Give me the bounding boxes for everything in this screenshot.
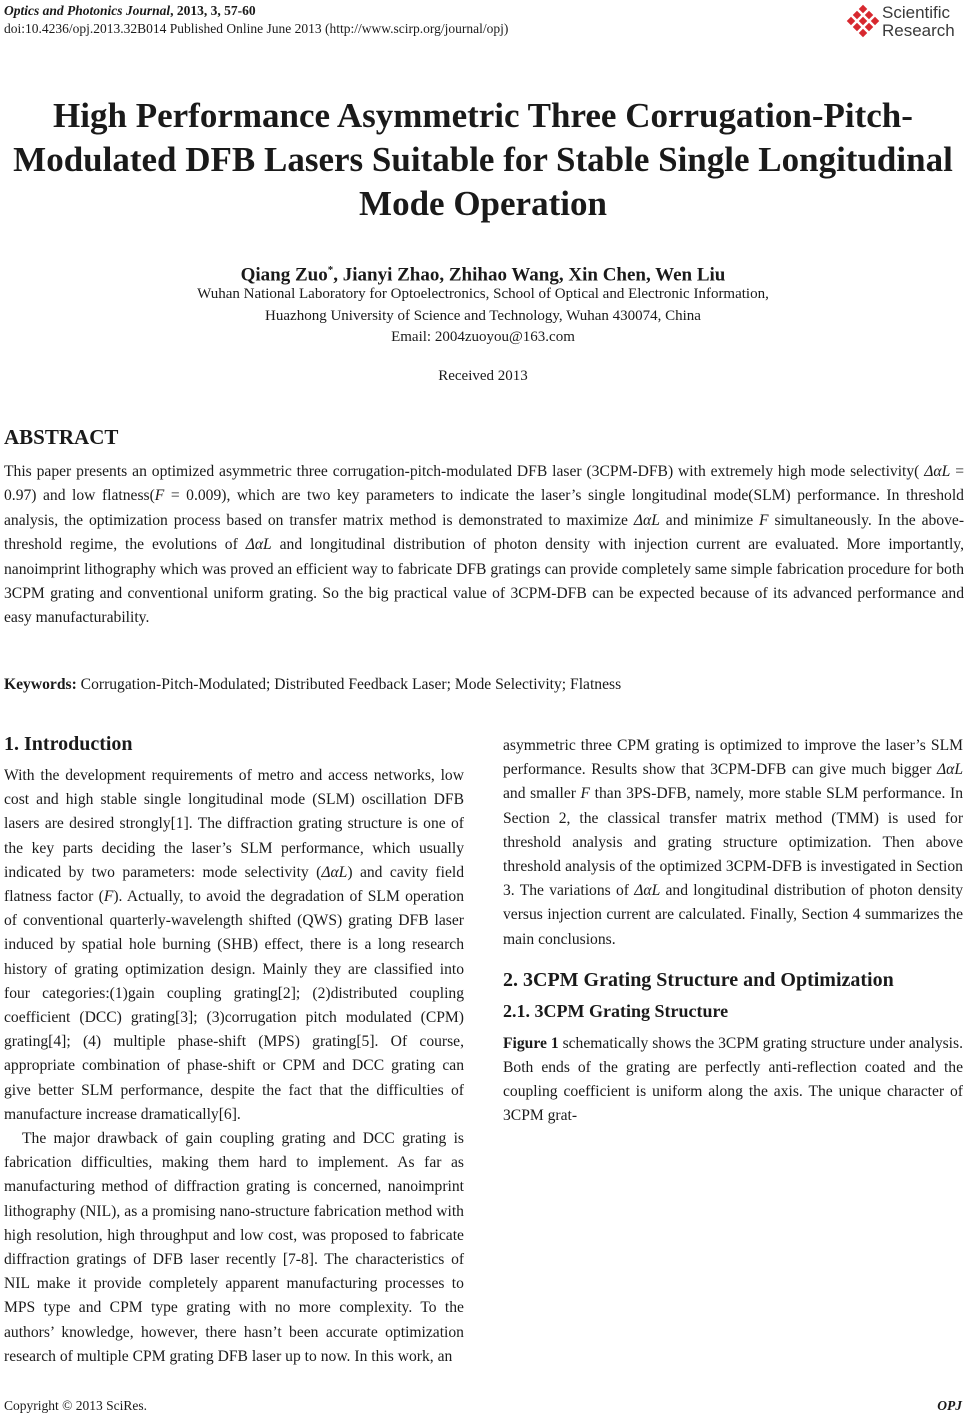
right-column xyxy=(503,734,963,1129)
body-word: three xyxy=(580,737,612,754)
flatness-symbol: F xyxy=(580,785,591,803)
body-word: The xyxy=(22,1130,47,1148)
body-word: throughput xyxy=(139,1226,209,1244)
figure-reference: Figure 1 xyxy=(503,1034,559,1052)
body-word: the xyxy=(636,858,656,876)
body-word: is xyxy=(453,1130,464,1148)
mode-selectivity-symbol: ΔαL xyxy=(634,882,661,900)
body-word: fabrication xyxy=(4,1154,72,1172)
body-word: threshold xyxy=(503,858,562,876)
body-word: diffraction xyxy=(173,1178,240,1196)
body-word: high xyxy=(4,1226,32,1244)
body-word: manufacturing xyxy=(286,1275,378,1293)
body-word: optimized xyxy=(719,737,783,754)
body-word: up xyxy=(285,1347,301,1365)
body-word: grating xyxy=(667,833,712,851)
body-word: analysis xyxy=(572,833,623,851)
keywords xyxy=(4,674,964,696)
body-word: a xyxy=(141,1202,149,1220)
body-word: main xyxy=(503,930,535,948)
body-word: longitudinal xyxy=(693,882,769,900)
body-word: knowledge, xyxy=(61,1323,134,1341)
body-text: ). Actually, to avoid the degradation of SLM operation of conventional quarterly-wavelength shifted (QWS) grating DFB laser induced by spatial hole burning (SHB) effect, there is a long research history of grating optimization design. Mainly they are classified into four categories:(1)gain coupling grating[2]; (2)distributed coupling coefficient (DCC) grating[3]; (3)corrugation pitch modulated (CPM) grating[4]; (4) multiple phase-shift (MPS) grating[5]. Of course, appropriate combination of phase-shift or CPM and DCC grating can give better SLM performance, despite the fact that the difficulties of manufacture increase dramatically[6]. xyxy=(4,888,465,1123)
mode-selectivity-symbol: ΔαL xyxy=(245,536,272,554)
body-word: was xyxy=(301,1226,327,1244)
body-word: making xyxy=(161,1154,209,1172)
body-word: matrix xyxy=(725,809,767,827)
body-word: of xyxy=(451,1251,465,1269)
body-word: method xyxy=(385,1202,433,1220)
body-word: type xyxy=(43,1299,71,1317)
affiliation-block xyxy=(0,284,966,349)
body-word: Then xyxy=(882,833,915,851)
body-word: more xyxy=(748,785,781,803)
body-word: 3PS-DFB, xyxy=(626,785,691,803)
body-word: As xyxy=(397,1154,415,1172)
body-word: of xyxy=(59,1347,73,1365)
body-word: grating xyxy=(655,737,700,754)
journal-line xyxy=(4,2,508,20)
section-2-heading: 2. 3CPM Grating Structure and Optimization xyxy=(503,968,894,991)
body-word: lithography xyxy=(4,1202,76,1220)
body-word: To xyxy=(420,1299,437,1317)
body-word: cost, xyxy=(268,1226,298,1244)
body-word: there xyxy=(205,1323,237,1341)
body-word: gain xyxy=(185,1130,213,1148)
body-word: versus xyxy=(503,906,543,924)
body-word: fabricate xyxy=(409,1226,464,1244)
body-word: 3. xyxy=(503,882,515,900)
body-word: analysis xyxy=(565,858,616,876)
body-word: them xyxy=(218,1154,250,1172)
affiliation-line-2: Huazhong University of Science and Technology, Wuhan 430074, China xyxy=(265,307,701,324)
body-word: DFB xyxy=(152,1251,184,1269)
publisher-logo xyxy=(844,2,966,42)
body-word: high xyxy=(107,1226,136,1244)
body-word: to xyxy=(787,737,800,754)
body-word: calculated. xyxy=(678,906,746,924)
body-word: far xyxy=(424,1154,442,1172)
mode-selectivity-symbol: ΔαL xyxy=(936,761,963,779)
body-word: MPS xyxy=(4,1299,36,1317)
body-word: to xyxy=(451,1275,464,1293)
body-word: show xyxy=(642,761,676,779)
body-word: of xyxy=(619,858,633,876)
body-word: structure xyxy=(722,833,778,851)
flatness-symbol: F xyxy=(103,888,114,906)
abstract-text: = 0.97) and low flatness( xyxy=(4,463,964,505)
body-word: the xyxy=(861,737,881,754)
body-word: grating xyxy=(402,1130,447,1148)
body-word: multiple xyxy=(76,1347,129,1365)
body-word: The xyxy=(324,1251,349,1269)
section-2-paragraph xyxy=(503,1032,963,1129)
body-word: (NIL), xyxy=(79,1202,121,1220)
body-word: than xyxy=(594,785,622,803)
mode-selectivity-symbol: ΔαL xyxy=(321,863,348,881)
abstract-text: simultaneously. In the above-threshold regime, the evolutions of xyxy=(4,511,965,554)
corresponding-mark: * xyxy=(327,264,334,276)
body-word: method xyxy=(101,1178,149,1196)
body-word: of xyxy=(133,1251,147,1269)
body-word: this xyxy=(371,1347,394,1365)
body-word: implement. xyxy=(317,1154,389,1172)
body-word: processes xyxy=(384,1275,445,1293)
body-word: photon xyxy=(869,882,913,900)
abstract-text: and minimize xyxy=(665,511,754,529)
mode-selectivity-symbol: ΔαL xyxy=(633,511,660,529)
body-word: authors’ xyxy=(4,1323,54,1341)
abstract-text: = 0.009), which are two key parameters to indicate the laser’s single longitudinal mode(SLM) performance. In threshold analysis, the optimization process based on transfer matrix method is demonstrated to maximize xyxy=(4,487,964,529)
body-word: is xyxy=(296,1178,307,1196)
body-word: gratings xyxy=(76,1251,127,1269)
body-word: make xyxy=(36,1275,71,1293)
mode-selectivity-symbol: ΔαL xyxy=(924,463,951,480)
body-word: fabrication xyxy=(313,1202,382,1220)
body-word: laser’s xyxy=(885,737,926,754)
subsection-2-1-heading: 2.1. 3CPM Grating Structure xyxy=(503,1000,729,1021)
body-text: schematically shows the 3CPM grating structure under analysis. Both ends of the grating are perfectly anti-reflection coated and the coupling coefficient is uniform along the axis. The unique character of 3CPM grat- xyxy=(503,1034,963,1125)
abstract-heading: ABSTRACT xyxy=(4,425,119,449)
journal-abbreviation: OPJ xyxy=(937,1398,962,1413)
body-word: (TMM) xyxy=(831,809,879,827)
body-word: now. xyxy=(320,1347,351,1365)
body-word: and xyxy=(78,1299,102,1317)
body-word: laser xyxy=(251,1347,282,1365)
body-word: namely, xyxy=(695,785,744,803)
body-word: can xyxy=(791,761,814,779)
body-word: much xyxy=(851,761,887,779)
paper-title: High Performance Asymmetric Three Corrugation-Pitch-Modulated DFB Lasers Suitable for Stable Single Longitudinal Mode Operation xyxy=(13,96,953,223)
body-word: recently xyxy=(225,1251,277,1269)
body-word: 3CPM-DFB xyxy=(725,858,803,876)
logo-text-line1: Scientific xyxy=(882,3,951,22)
body-word: to xyxy=(296,1154,309,1172)
body-word: stable xyxy=(785,785,822,803)
body-word: that xyxy=(681,761,705,779)
body-word: summarizes xyxy=(865,906,940,924)
body-text: With the development requirements of metro and access networks, low cost and high stable single longitudinal mode (SLM) oscillation DFB lasers are desired strongly[1]. The diffraction grating structure is one of the key parts deciding the laser’s SLM performance, which usually indicated by two parameters: mode selectivity ( xyxy=(4,767,464,881)
body-word: for xyxy=(944,809,964,827)
body-word: injection xyxy=(547,906,602,924)
body-word: the xyxy=(943,906,964,924)
body-word: performance. xyxy=(862,785,946,803)
body-word: is xyxy=(887,809,899,827)
body-word: apparent xyxy=(225,1275,280,1293)
keywords-text: Corrugation-Pitch-Modulated; Distributed Feedback Laser; Mode Selectivity; Flatness xyxy=(80,676,622,693)
body-word: manufacturing xyxy=(4,1178,95,1196)
body-word: with xyxy=(436,1202,464,1220)
body-word: been xyxy=(289,1323,319,1341)
logo-diamond-icon xyxy=(848,6,878,38)
body-word: give xyxy=(819,761,846,779)
body-word: nanoimprint xyxy=(387,1178,464,1196)
body-word: Results xyxy=(591,761,638,779)
body-word: above xyxy=(925,833,964,851)
body-word: smaller xyxy=(530,785,576,803)
affiliation-line-1: Wuhan National Laboratory for Optoelectronics, School of Optical and Electronic Information, xyxy=(197,286,769,302)
body-word: variations xyxy=(549,882,611,900)
body-word: improve xyxy=(804,737,857,754)
introduction-heading: 1. Introduction xyxy=(4,733,133,755)
body-word: optimization xyxy=(385,1323,464,1341)
intro-paragraph-2-continued xyxy=(503,734,963,952)
journal-name: Optics and Photonics Journal xyxy=(4,3,171,18)
abstract-text: This paper presents an optimized asymmetric three corrugation-pitch-modulated DFB laser (3CPM-DFB) with extremely high mode selectivity( xyxy=(4,463,920,480)
journal-volume: , 2013, 3, 57-60 xyxy=(170,3,256,18)
body-word: diffraction xyxy=(4,1251,70,1269)
intro-paragraph-2 xyxy=(4,1127,464,1369)
copyright-notice: Copyright © 2013 SciRes. xyxy=(4,1398,148,1413)
body-word: hasn’t xyxy=(243,1323,282,1341)
body-word: The xyxy=(519,882,544,900)
body-word: Section xyxy=(801,906,849,924)
body-word: classical xyxy=(607,809,661,827)
logo-text-line2: Research xyxy=(882,21,955,40)
body-word: with xyxy=(238,1299,267,1317)
flatness-symbol: F xyxy=(759,511,769,529)
abstract-body xyxy=(4,460,964,631)
author-email: Email: 2004zuoyou@163.com xyxy=(391,329,575,345)
body-word: laser xyxy=(189,1251,220,1269)
other-authors: , Jianyi Zhao, Zhihao Wang, Xin Chen, Wen Liu xyxy=(333,264,726,286)
body-word: CPM xyxy=(109,1299,143,1317)
body-word: CPM xyxy=(617,737,650,754)
body-word: major xyxy=(53,1130,90,1148)
body-word: of xyxy=(165,1130,179,1148)
body-word: Section xyxy=(916,858,963,876)
running-header xyxy=(4,2,508,38)
body-word: the xyxy=(444,1299,464,1317)
body-word: 2, xyxy=(558,809,571,827)
body-word: hard xyxy=(258,1154,287,1172)
body-word: transfer xyxy=(669,809,717,827)
body-word: performance. xyxy=(503,761,586,779)
body-word: low xyxy=(240,1226,264,1244)
body-word: it xyxy=(77,1275,87,1293)
body-word: grating xyxy=(169,1347,214,1365)
body-word: In xyxy=(950,785,963,803)
body-word: Section xyxy=(503,809,550,827)
body-word: is xyxy=(806,858,817,876)
body-word: and xyxy=(503,785,526,803)
body-word: concerned, xyxy=(313,1178,382,1196)
body-word: research xyxy=(4,1347,56,1365)
doi-line: doi:10.4236/opj.2013.32B014 Published Online June 2013 (http://www.scirp.org/journal/opj) xyxy=(4,21,509,36)
received-date: Received 2013 xyxy=(438,368,528,384)
body-word: and xyxy=(212,1226,236,1244)
body-word: optimization. xyxy=(788,833,872,851)
body-word: characteristics xyxy=(355,1251,445,1269)
body-word: of xyxy=(851,882,865,900)
body-word: is xyxy=(704,737,715,754)
body-word: 3CPM-DFB xyxy=(710,761,787,779)
body-word: nano-structure xyxy=(219,1202,310,1220)
body-word: In xyxy=(354,1347,368,1365)
body-word: distribution xyxy=(773,882,846,900)
body-word: as xyxy=(451,1154,464,1172)
body-word: difficulties, xyxy=(81,1154,153,1172)
body-word: an xyxy=(437,1347,453,1365)
body-word: promising xyxy=(152,1202,216,1220)
body-word: bigger xyxy=(891,761,932,779)
body-word: optimized xyxy=(659,858,722,876)
body-word: of xyxy=(154,1178,168,1196)
flatness-symbol: F xyxy=(154,487,165,505)
body-word: more xyxy=(298,1299,331,1317)
body-word: investigated xyxy=(820,858,896,876)
body-word: NIL xyxy=(4,1275,30,1293)
body-word: to xyxy=(392,1226,405,1244)
body-word: grating xyxy=(186,1299,231,1317)
body-word: DFB xyxy=(217,1347,248,1365)
body-word: completely xyxy=(148,1275,219,1293)
body-word: threshold xyxy=(503,833,562,851)
body-word: asymmetric xyxy=(503,737,576,754)
body-word: method xyxy=(775,809,823,827)
body-word: and xyxy=(332,1130,356,1148)
body-word: Finally, xyxy=(750,906,798,924)
body-word: CPM xyxy=(132,1347,166,1365)
body-word: DCC xyxy=(362,1130,395,1148)
body-word: grating xyxy=(281,1130,326,1148)
author-list xyxy=(0,258,966,287)
body-word: proposed xyxy=(330,1226,388,1244)
body-word: however, xyxy=(141,1323,198,1341)
intro-paragraph-1 xyxy=(4,764,464,1127)
body-word: and xyxy=(633,833,657,851)
body-word: as xyxy=(124,1202,138,1220)
body-word: SLM xyxy=(826,785,859,803)
body-word: and xyxy=(665,882,689,900)
body-word: density xyxy=(917,882,964,900)
body-word: accurate xyxy=(325,1323,378,1341)
body-word: grating xyxy=(245,1178,291,1196)
body-word: drawback xyxy=(97,1130,158,1148)
body-word: SLM xyxy=(930,737,963,754)
keywords-label: Keywords: xyxy=(4,676,77,693)
body-word: [7-8]. xyxy=(282,1251,318,1269)
body-word: current xyxy=(606,906,651,924)
body-word: type xyxy=(150,1299,178,1317)
body-word: of xyxy=(615,882,629,900)
body-word: no xyxy=(274,1299,291,1317)
body-word: coupling xyxy=(219,1130,275,1148)
body-word: the xyxy=(579,809,599,827)
body-word: used xyxy=(907,809,936,827)
body-word: 4 xyxy=(852,906,861,924)
body-word: complexity. xyxy=(339,1299,413,1317)
body-text: ) and cavity field flatness factor ( xyxy=(4,863,464,906)
left-column xyxy=(4,730,464,1369)
body-word: provide xyxy=(93,1275,142,1293)
abstract-text: and longitudinal distribution of photon density with injection current are evaluated. More importantly, nanoimprint lithography which was proved an efficient way to fabricate DFB gratings can provide completely same simple fabrication procedure for both 3CPM grating and conventional uniform grating. So the big practical value of 3CPM-DFB can be expected because of its advanced performance and easy manufacturability. xyxy=(4,536,964,627)
body-word: conclusions. xyxy=(538,930,616,948)
body-word: work, xyxy=(397,1347,434,1365)
body-word: to xyxy=(304,1347,317,1365)
body-word: are xyxy=(654,906,674,924)
body-word: resolution, xyxy=(36,1226,103,1244)
body-word: in xyxy=(900,858,913,876)
first-author: Qiang Zuo xyxy=(240,264,328,286)
